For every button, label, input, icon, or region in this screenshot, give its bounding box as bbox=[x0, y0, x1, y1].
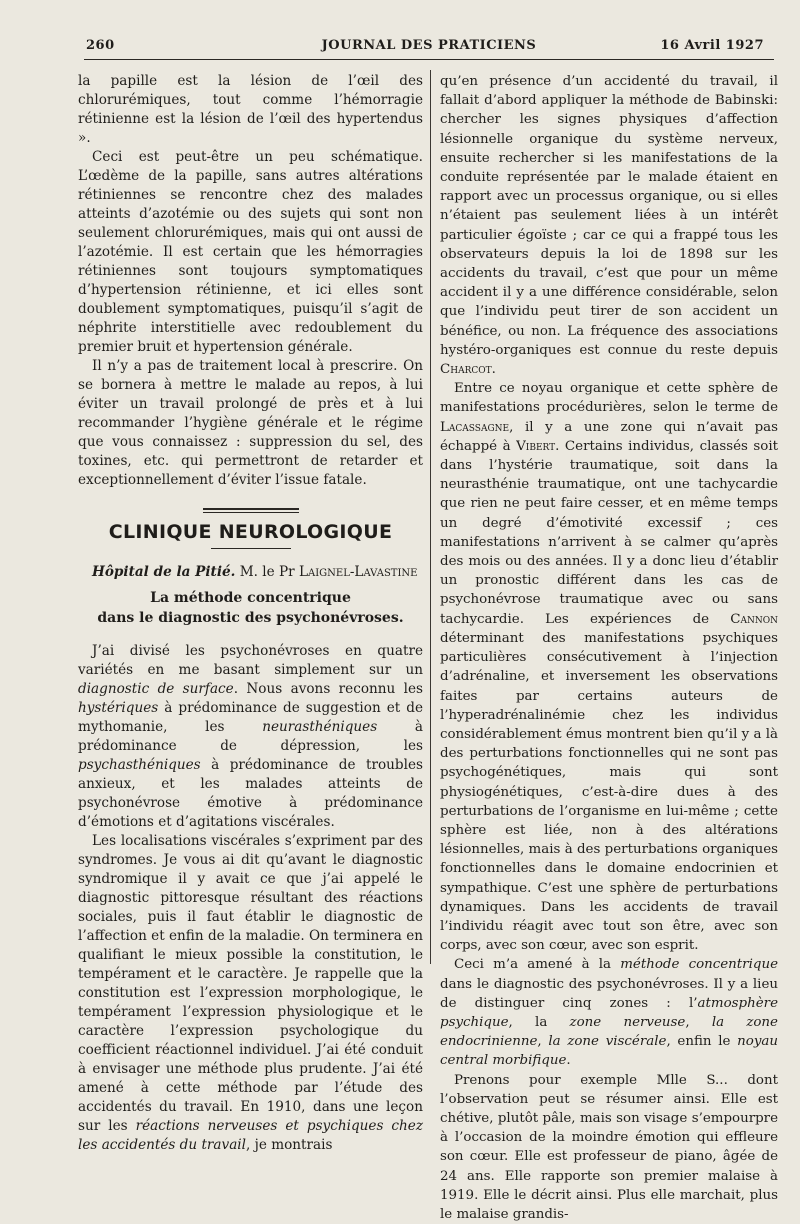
small-caps-name: Vibert bbox=[516, 438, 556, 454]
text-run: à prédominance de dépression, les bbox=[78, 719, 423, 754]
italic-term: diagnostic de surface bbox=[78, 681, 234, 697]
hospital-name: Hôpital de la Pitié. bbox=[92, 564, 236, 580]
text-run: Les localisations viscérales s’expriment par des syndromes. Je vous ai dit qu’avant le diagnostic syndromique il y avait ce que j’ai appelé le diagnostic pittoresque résultant des réactions sociales, puis il faut établir le diagnostic de l’affection et enfin de la maladie. On terminera en qualifiant le mieux possible la constitution, le tempérament et le caractère. Je rappelle que la constitution est l’expression morphologique, le tempérament l’expression physiologique et le caractère l’expression psychologique du coefficient réactionnel individuel. J’ai été conduit à envisager une méthode plus prudente. J’ai été amené à cette méthode par l’étude des accidentés du travail. En 1910, dans une leçon sur les bbox=[78, 833, 423, 1134]
text-run: à prédominance de troubles anxieux, et les malades atteints de psychonévrose émotive à prédominance d’émotions et d’agitations viscérales. bbox=[78, 757, 423, 830]
section-title: CLINIQUE NEUROLOGIQUE bbox=[108, 521, 393, 543]
paragraph bbox=[440, 72, 778, 379]
column-divider bbox=[430, 70, 431, 964]
paragraph bbox=[78, 642, 423, 832]
small-caps-name: Charcot bbox=[440, 362, 492, 378]
paragraph: Prenons pour exemple Mlle S... dont l’observation peut se résumer ainsi. Elle est chétive, plutôt pâle, mais son visage s’empourpre à l’occasion de la moindre émotion qui effleure son cœur. Elle est professeur de piano, âgée de 24 ans. Elle rapporte son premier malaise à 1919. Elle le décrit ainsi. Plus elle marchait, plus le malaise grandis- bbox=[440, 1072, 778, 1222]
article-title bbox=[78, 588, 423, 628]
section-title-rule bbox=[211, 548, 291, 549]
paragraph: Il n’y a pas de traitement local à prescrire. On se bornera à mettre le malade au repos, à lui éviter un travail prolongé de près et à lui recommander l’hygiène générale et le régime que vous connaissez : suppression du sel, des toxines, etc. qui permettront de retarder et exceptionnellement d’éviter l’issue fatale. bbox=[78, 358, 423, 488]
page-number: 260 bbox=[86, 38, 115, 53]
text-run: Ceci m’a amené à la bbox=[454, 957, 621, 973]
text-run: , bbox=[537, 1034, 549, 1050]
italic-term: la zone endocrinienne bbox=[440, 1014, 778, 1050]
italic-term: psychasthéniques bbox=[78, 757, 201, 773]
text-run: , enfin le bbox=[666, 1034, 738, 1050]
text-run: J’ai divisé les psychonévroses en quatre variétés en me basant simplement sur un bbox=[78, 643, 423, 678]
italic-term: atmosphère psychique bbox=[440, 995, 778, 1030]
text-run: . Nous avons reconnu les bbox=[233, 681, 424, 697]
text-run: qu’en présence d’un accidenté du travail, il fallait d’abord appliquer la méthode de Babinski: chercher les signes physiques d’affection lésionnelle organique du système nerveux, ensuite rechercher si les manifestations de la conduite représentée par le malade étaient en rapport avec un processus organique, ou si elles n’étaient pas seulement liées à un intérêt particulier égoïste ; car ce qui a frappé tous les observateurs depuis la loi de 1898 sur les accidents du travail, c’est que pour un même accident il y a une différence considérable, selon que l’individu peut tirer de son accident un bénéfice, ou non. La fréquence des associations hystéro-organiques est connue du reste depuis bbox=[440, 74, 778, 358]
text-run: Entre ce noyau organique et cette sphère de manifestations procédurières, selon le terme de bbox=[440, 381, 778, 416]
left-column bbox=[78, 72, 423, 1155]
hospital-line bbox=[78, 563, 423, 582]
text-run: déterminant des manifestations psychiques particulières consécutivement à l’injection d’adrénaline, et inversement les observations faites par certains auteurs de l’hyperadrénalinémie chez les individus considérablement émus montrent bien qu’il y a là des perturbations fonctionnelles qui ne sont pas psychogénétiques, mais qui sont physiogénétiques, c’est-à-dire dues à des perturbations de l’organisme en lui-même ; cette sphère est liée, non à des altérations lésionnelles, mais à des perturbations organiques fonctionnelles dans le domaine endocrinien et sympathique. C’est une sphère de perturbations dynamiques. Dans les accidents de travail l’individu réagit avec tout son être, avec son corps, avec son cœur, avec son esprit. bbox=[440, 630, 778, 954]
header-rule bbox=[84, 59, 774, 60]
text-run: , bbox=[685, 1014, 712, 1030]
article-title-line-2: dans le diagnostic des psychonévroses. bbox=[97, 610, 404, 626]
article-title-line-1: La méthode concentrique bbox=[150, 590, 351, 606]
italic-term: zone nerveuse bbox=[569, 1014, 686, 1030]
author-name: Laignel-Lavastine bbox=[298, 564, 418, 580]
right-column bbox=[440, 72, 778, 1224]
text-run: . bbox=[491, 362, 496, 378]
text-run: , je montrais bbox=[246, 1137, 333, 1153]
small-caps-name: Cannon bbox=[730, 611, 778, 627]
italic-term: hystériques bbox=[78, 700, 159, 716]
paragraph bbox=[78, 832, 423, 1155]
text-run: à prédominance de suggestion et de mythomanie, les bbox=[78, 700, 423, 735]
text-run: . Certains individus, classés soit dans l’hystérie traumatique, soit dans la neurasthénie traumatique, ont une tachycardie que rien ne peut faire cesser, et en même temps un degré d’émotivité excessif ; ces manifestations n’arrivent à se calmer qu’après des mois ou des années. Il y a donc lieu d’établir un pronostic différent dans les cas de psychonévrose traumatique avec ou sans tachycardie. Les expériences de bbox=[440, 438, 778, 627]
paragraph bbox=[440, 955, 778, 1070]
section-separator bbox=[203, 508, 299, 513]
author-prefix: M. le Pr bbox=[239, 564, 295, 580]
journal-title: JOURNAL DES PRATICIENS bbox=[321, 38, 537, 53]
text-run: . bbox=[566, 1053, 571, 1069]
paragraph: la papille est la lésion de l’œil des chlorurémiques, tout comme l’hémorragie rétinienne est la lésion de l’œil des hypertendus ». bbox=[78, 73, 423, 146]
italic-term: la zone viscérale bbox=[548, 1034, 667, 1050]
italic-term: neurasthéniques bbox=[262, 719, 378, 735]
paragraph: Ceci est peut-être un peu schématique. L’œdème de la papille, sans autres altérations rétiniennes se rencontre chez des malades atteints d’azotémie ou des sujets qui sont non seulement chlorurémiques, mais qui ont aussi de l’azotémie. Il est certain que les hémorragies rétiniennes sont toujours symptomatiques d’hypertension rétinienne, et ici elles sont doublement symptomatiques, puisqu’il s’agit de néphrite interstitielle avec redoublement du premier bruit et hypertension générale. bbox=[78, 149, 423, 355]
italic-term: méthode concentrique bbox=[620, 957, 778, 973]
text-run: , il y a une zone qui n’avait pas échappé à bbox=[440, 419, 778, 454]
small-caps-name: Lacassagne bbox=[440, 419, 510, 435]
text-run: dans le diagnostic des psychonévroses. Il y a lieu de distinguer cinq zones : l’ bbox=[440, 976, 778, 1011]
paragraph bbox=[440, 379, 778, 955]
page-header bbox=[86, 38, 772, 60]
italic-term: réactions nerveuses et psychiques chez les accidentés du travail bbox=[78, 1118, 423, 1153]
italic-term: noyau central morbifique bbox=[440, 1034, 778, 1069]
text-run: , la bbox=[508, 1014, 570, 1030]
issue-date: 16 Avril 1927 bbox=[660, 38, 764, 53]
